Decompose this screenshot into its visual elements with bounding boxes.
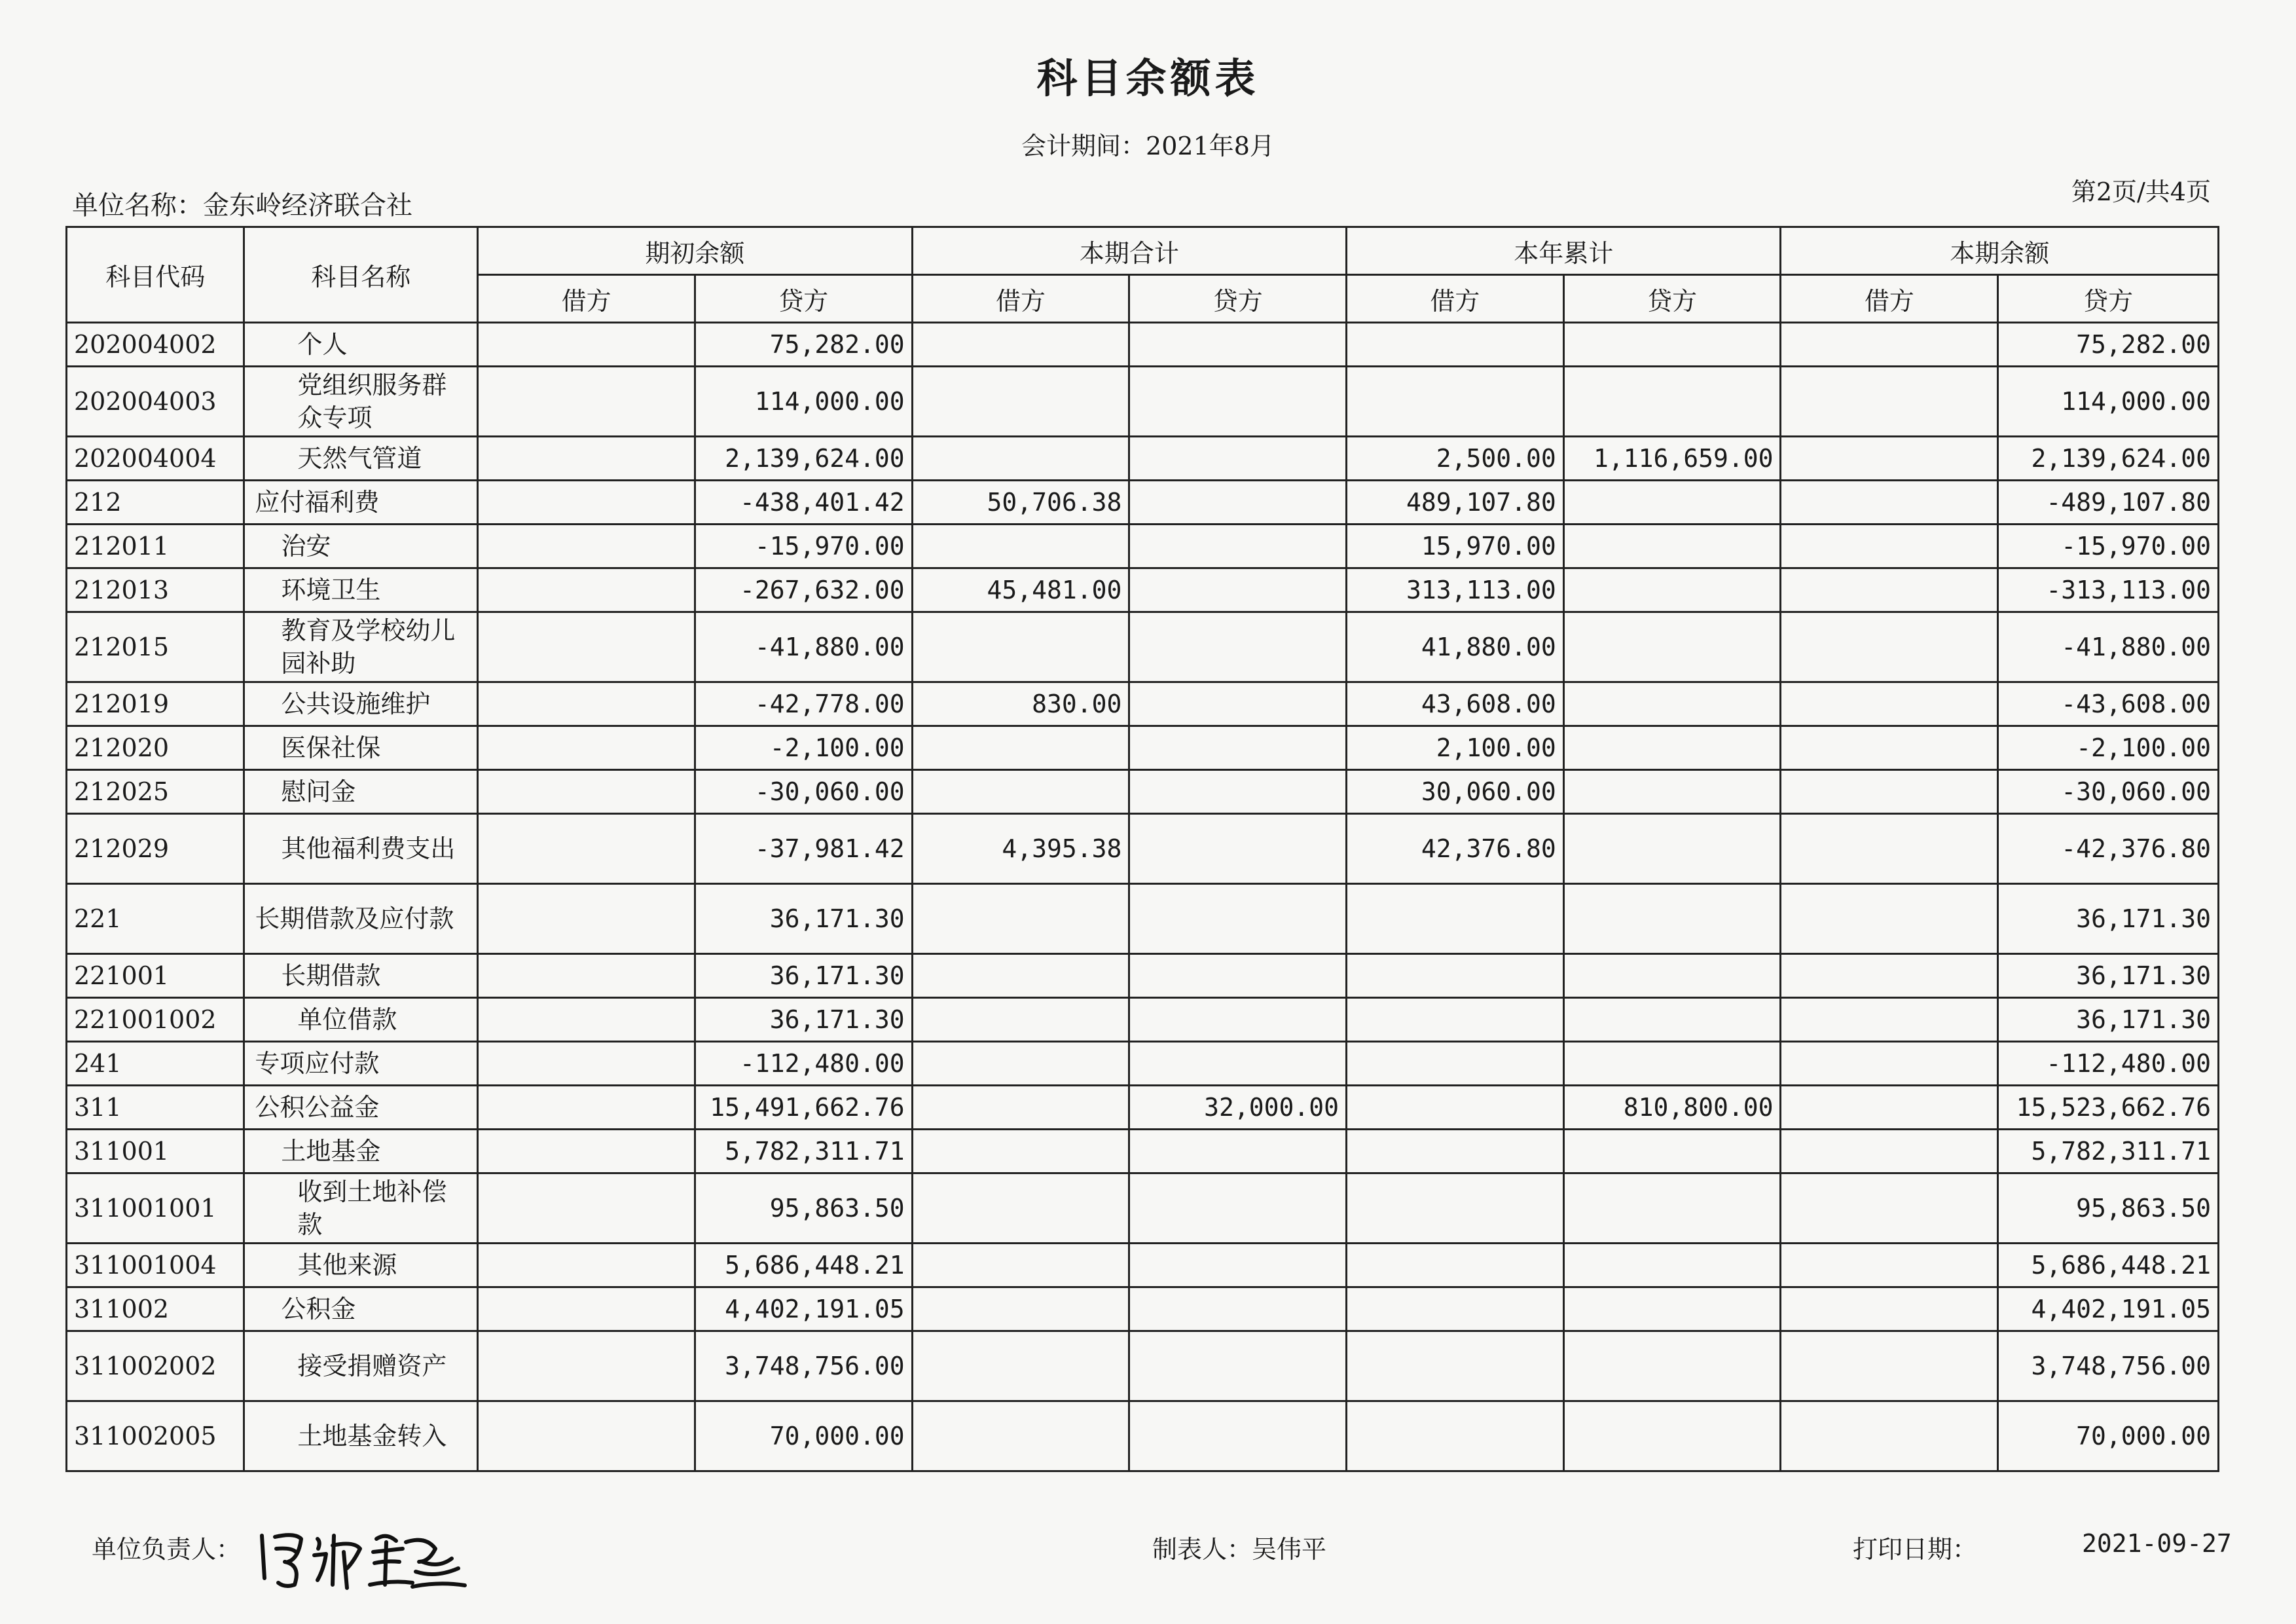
account-name: 收到土地补偿款 <box>244 1173 478 1244</box>
period-credit-cell <box>1129 323 1347 367</box>
page-number: 第2页/共4页 <box>2071 177 2211 206</box>
closing-debit-cell <box>1781 770 1998 814</box>
table-row <box>67 481 2219 525</box>
period-debit-cell <box>912 1287 1129 1331</box>
report-title: 科目余额表 <box>1036 54 1260 102</box>
account-name: 土地基金转入 <box>244 1401 478 1471</box>
closing-debit-cell <box>1781 1244 1998 1287</box>
ytd-credit-cell: 810,800.00 <box>1563 1086 1781 1130</box>
opening-credit-cell: 5,782,311.71 <box>695 1130 912 1173</box>
header-debit: 借方 <box>1781 275 1998 323</box>
closing-debit-cell <box>1781 367 1998 437</box>
period-credit-cell <box>1129 568 1347 612</box>
period-debit-cell <box>912 1401 1129 1471</box>
account-name: 接受捐赠资产 <box>244 1331 478 1401</box>
opening-debit-cell <box>478 1086 695 1130</box>
closing-debit-cell <box>1781 612 1998 682</box>
account-name: 环境卫生 <box>244 568 478 612</box>
table-row <box>67 1086 2219 1130</box>
opening-debit-cell <box>478 568 695 612</box>
account-code: 212013 <box>67 568 244 612</box>
header-credit: 贷方 <box>1563 275 1781 323</box>
opening-credit-cell: 36,171.30 <box>695 998 912 1042</box>
opening-debit-cell <box>478 1173 695 1244</box>
opening-credit-cell: 15,491,662.76 <box>695 1086 912 1130</box>
closing-debit-cell <box>1781 1401 1998 1471</box>
account-code: 202004004 <box>67 437 244 481</box>
closing-credit-cell: 5,782,311.71 <box>1998 1130 2219 1173</box>
table-row <box>67 1130 2219 1173</box>
account-code: 212015 <box>67 612 244 682</box>
accounting-period: 会计期间：2021年8月 <box>1021 132 1275 160</box>
opening-credit-cell: 5,686,448.21 <box>695 1244 912 1287</box>
ytd-credit-cell <box>1563 568 1781 612</box>
opening-credit-cell: -2,100.00 <box>695 726 912 770</box>
account-name: 天然气管道 <box>244 437 478 481</box>
ytd-credit-cell <box>1563 1287 1781 1331</box>
ytd-credit-cell <box>1563 1331 1781 1401</box>
account-name: 公积金 <box>244 1287 478 1331</box>
period-debit-cell <box>912 1244 1129 1287</box>
period-debit-cell <box>912 612 1129 682</box>
table-row <box>67 726 2219 770</box>
period-debit-cell <box>912 323 1129 367</box>
opening-credit-cell: -42,778.00 <box>695 682 912 726</box>
opening-debit-cell <box>478 814 695 884</box>
account-code: 311001004 <box>67 1244 244 1287</box>
closing-debit-cell <box>1781 481 1998 525</box>
opening-debit-cell <box>478 998 695 1042</box>
closing-credit-cell: 70,000.00 <box>1998 1401 2219 1471</box>
account-code: 202004003 <box>67 367 244 437</box>
opening-credit-cell: 75,282.00 <box>695 323 912 367</box>
closing-debit-cell <box>1781 726 1998 770</box>
ytd-credit-cell <box>1563 1244 1781 1287</box>
opening-debit-cell <box>478 525 695 568</box>
period-debit-cell <box>912 1042 1129 1086</box>
header-closing-balance: 本期余额 <box>1781 227 2219 275</box>
table-row <box>67 1287 2219 1331</box>
ytd-credit-cell <box>1563 682 1781 726</box>
account-code: 311002002 <box>67 1331 244 1401</box>
table-row <box>67 1244 2219 1287</box>
ytd-debit-cell <box>1347 1173 1564 1244</box>
period-credit-cell <box>1129 1331 1347 1401</box>
period-credit-cell <box>1129 884 1347 954</box>
header-debit: 借方 <box>478 275 695 323</box>
account-code: 221 <box>67 884 244 954</box>
opening-credit-cell: 36,171.30 <box>695 884 912 954</box>
period-debit-cell: 830.00 <box>912 682 1129 726</box>
closing-credit-cell: 15,523,662.76 <box>1998 1086 2219 1130</box>
closing-credit-cell: 95,863.50 <box>1998 1173 2219 1244</box>
table-row <box>67 884 2219 954</box>
period-debit-cell <box>912 1130 1129 1173</box>
table-row <box>67 367 2219 437</box>
period-credit-cell: 32,000.00 <box>1129 1086 1347 1130</box>
closing-debit-cell <box>1781 1130 1998 1173</box>
ytd-credit-cell <box>1563 884 1781 954</box>
account-code: 212011 <box>67 525 244 568</box>
header-opening-balance: 期初余额 <box>478 227 912 275</box>
account-code: 311001 <box>67 1130 244 1173</box>
table-row <box>67 1401 2219 1471</box>
ytd-debit-cell <box>1347 884 1564 954</box>
ytd-credit-cell <box>1563 367 1781 437</box>
header-ytd-total: 本年累计 <box>1347 227 1781 275</box>
opening-debit-cell <box>478 1331 695 1401</box>
period-credit-cell <box>1129 682 1347 726</box>
period-credit-cell <box>1129 437 1347 481</box>
closing-debit-cell <box>1781 1331 1998 1401</box>
ytd-credit-cell: 1,116,659.00 <box>1563 437 1781 481</box>
table-row <box>67 998 2219 1042</box>
closing-credit-cell: 4,402,191.05 <box>1998 1287 2219 1331</box>
period-debit-cell <box>912 525 1129 568</box>
period-debit-cell: 45,481.00 <box>912 568 1129 612</box>
closing-credit-cell: 5,686,448.21 <box>1998 1244 2219 1287</box>
opening-debit-cell <box>478 481 695 525</box>
ytd-debit-cell: 2,100.00 <box>1347 726 1564 770</box>
header-credit: 贷方 <box>695 275 912 323</box>
account-name: 党组织服务群众专项 <box>244 367 478 437</box>
ytd-debit-cell <box>1347 1287 1564 1331</box>
period-debit-cell <box>912 1173 1129 1244</box>
period-debit-cell <box>912 884 1129 954</box>
ytd-credit-cell <box>1563 612 1781 682</box>
opening-debit-cell <box>478 884 695 954</box>
table-header <box>67 227 2219 323</box>
account-name: 医保社保 <box>244 726 478 770</box>
closing-debit-cell <box>1781 437 1998 481</box>
ytd-debit-cell <box>1347 1042 1564 1086</box>
ytd-debit-cell: 489,107.80 <box>1347 481 1564 525</box>
closing-debit-cell <box>1781 323 1998 367</box>
closing-credit-cell: -43,608.00 <box>1998 682 2219 726</box>
period-credit-cell <box>1129 1130 1347 1173</box>
account-code: 212029 <box>67 814 244 884</box>
ytd-debit-cell: 43,608.00 <box>1347 682 1564 726</box>
unit-name: 单位名称：金东岭经济联合社 <box>72 191 412 221</box>
table-row <box>67 814 2219 884</box>
ytd-debit-cell <box>1347 998 1564 1042</box>
closing-credit-cell: -489,107.80 <box>1998 481 2219 525</box>
ytd-debit-cell <box>1347 1086 1564 1130</box>
ytd-credit-cell <box>1563 726 1781 770</box>
ytd-credit-cell <box>1563 1130 1781 1173</box>
closing-debit-cell <box>1781 998 1998 1042</box>
period-debit-cell <box>912 726 1129 770</box>
table-body <box>67 323 2219 1471</box>
account-name: 慰问金 <box>244 770 478 814</box>
ytd-debit-cell <box>1347 323 1564 367</box>
account-code: 221001 <box>67 954 244 998</box>
ytd-debit-cell <box>1347 1244 1564 1287</box>
account-code: 311002005 <box>67 1401 244 1471</box>
opening-debit-cell <box>478 1130 695 1173</box>
header-debit: 借方 <box>1347 275 1564 323</box>
closing-debit-cell <box>1781 1042 1998 1086</box>
ytd-credit-cell <box>1563 814 1781 884</box>
print-date-label: 打印日期： <box>1853 1535 1978 1564</box>
table-row <box>67 323 2219 367</box>
opening-debit-cell <box>478 954 695 998</box>
opening-debit-cell <box>478 323 695 367</box>
account-name: 专项应付款 <box>244 1042 478 1086</box>
ytd-debit-cell <box>1347 1331 1564 1401</box>
opening-credit-cell: -438,401.42 <box>695 481 912 525</box>
closing-credit-cell: 2,139,624.00 <box>1998 437 2219 481</box>
opening-credit-cell: 3,748,756.00 <box>695 1331 912 1401</box>
closing-debit-cell <box>1781 525 1998 568</box>
header-debit: 借方 <box>912 275 1129 323</box>
period-debit-cell: 4,395.38 <box>912 814 1129 884</box>
account-code: 212 <box>67 481 244 525</box>
closing-credit-cell: 36,171.30 <box>1998 954 2219 998</box>
table-row <box>67 437 2219 481</box>
account-code: 241 <box>67 1042 244 1086</box>
period-debit-cell <box>912 437 1129 481</box>
ytd-debit-cell: 2,500.00 <box>1347 437 1564 481</box>
ytd-credit-cell <box>1563 525 1781 568</box>
period-debit-cell <box>912 367 1129 437</box>
account-name: 长期借款及应付款 <box>244 884 478 954</box>
period-credit-cell <box>1129 770 1347 814</box>
closing-debit-cell <box>1781 884 1998 954</box>
period-credit-cell <box>1129 481 1347 525</box>
closing-credit-cell: -30,060.00 <box>1998 770 2219 814</box>
table-row <box>67 1042 2219 1086</box>
opening-credit-cell: -112,480.00 <box>695 1042 912 1086</box>
table-row <box>67 525 2219 568</box>
responsible-label: 单位负责人： <box>92 1535 242 1564</box>
account-name: 其他来源 <box>244 1244 478 1287</box>
account-name: 治安 <box>244 525 478 568</box>
closing-credit-cell: 3,748,756.00 <box>1998 1331 2219 1401</box>
ytd-debit-cell <box>1347 367 1564 437</box>
opening-credit-cell: 36,171.30 <box>695 954 912 998</box>
ytd-debit-cell <box>1347 1401 1564 1471</box>
closing-debit-cell <box>1781 814 1998 884</box>
header-credit: 贷方 <box>1129 275 1347 323</box>
closing-credit-cell: 36,171.30 <box>1998 884 2219 954</box>
ytd-credit-cell <box>1563 1401 1781 1471</box>
ytd-debit-cell: 313,113.00 <box>1347 568 1564 612</box>
closing-credit-cell: -2,100.00 <box>1998 726 2219 770</box>
ytd-debit-cell: 42,376.80 <box>1347 814 1564 884</box>
account-name: 单位借款 <box>244 998 478 1042</box>
ytd-credit-cell <box>1563 998 1781 1042</box>
period-debit-cell: 50,706.38 <box>912 481 1129 525</box>
ytd-credit-cell <box>1563 1042 1781 1086</box>
header-name: 科目名称 <box>244 227 478 323</box>
opening-credit-cell: 70,000.00 <box>695 1401 912 1471</box>
ytd-credit-cell <box>1563 1173 1781 1244</box>
opening-credit-cell: -15,970.00 <box>695 525 912 568</box>
account-code: 221001002 <box>67 998 244 1042</box>
closing-debit-cell <box>1781 1086 1998 1130</box>
closing-credit-cell: 114,000.00 <box>1998 367 2219 437</box>
header-code: 科目代码 <box>67 227 244 323</box>
opening-credit-cell: -267,632.00 <box>695 568 912 612</box>
account-name: 其他福利费支出 <box>244 814 478 884</box>
closing-credit-cell: -15,970.00 <box>1998 525 2219 568</box>
closing-debit-cell <box>1781 568 1998 612</box>
period-credit-cell <box>1129 1401 1347 1471</box>
opening-debit-cell <box>478 726 695 770</box>
opening-credit-cell: 2,139,624.00 <box>695 437 912 481</box>
header-credit: 贷方 <box>1998 275 2219 323</box>
opening-debit-cell <box>478 770 695 814</box>
account-code: 212025 <box>67 770 244 814</box>
period-credit-cell <box>1129 1042 1347 1086</box>
opening-credit-cell: 95,863.50 <box>695 1173 912 1244</box>
opening-credit-cell: -41,880.00 <box>695 612 912 682</box>
opening-debit-cell <box>478 612 695 682</box>
closing-debit-cell <box>1781 1287 1998 1331</box>
account-name: 教育及学校幼儿园补助 <box>244 612 478 682</box>
period-debit-cell <box>912 1331 1129 1401</box>
period-credit-cell <box>1129 954 1347 998</box>
closing-credit-cell: -41,880.00 <box>1998 612 2219 682</box>
opening-credit-cell: -37,981.42 <box>695 814 912 884</box>
account-code: 202004002 <box>67 323 244 367</box>
account-name: 长期借款 <box>244 954 478 998</box>
opening-debit-cell <box>478 1287 695 1331</box>
period-credit-cell <box>1129 814 1347 884</box>
period-debit-cell <box>912 1086 1129 1130</box>
opening-debit-cell <box>478 1042 695 1086</box>
account-name: 个人 <box>244 323 478 367</box>
account-name: 公积公益金 <box>244 1086 478 1130</box>
period-credit-cell <box>1129 367 1347 437</box>
opening-credit-cell: -30,060.00 <box>695 770 912 814</box>
account-code: 311002 <box>67 1287 244 1331</box>
balance-table <box>65 226 2219 1472</box>
ytd-debit-cell: 30,060.00 <box>1347 770 1564 814</box>
closing-credit-cell: 36,171.30 <box>1998 998 2219 1042</box>
signature-image <box>255 1522 471 1595</box>
account-name: 公共设施维护 <box>244 682 478 726</box>
ytd-debit-cell: 15,970.00 <box>1347 525 1564 568</box>
account-code: 212019 <box>67 682 244 726</box>
opening-credit-cell: 4,402,191.05 <box>695 1287 912 1331</box>
period-credit-cell <box>1129 612 1347 682</box>
opening-debit-cell <box>478 1244 695 1287</box>
account-code: 311 <box>67 1086 244 1130</box>
closing-debit-cell <box>1781 1173 1998 1244</box>
print-date: 2021-09-27 <box>2082 1529 2232 1558</box>
table-row <box>67 612 2219 682</box>
account-code: 311001001 <box>67 1173 244 1244</box>
period-debit-cell <box>912 770 1129 814</box>
opening-credit-cell: 114,000.00 <box>695 367 912 437</box>
account-name: 应付福利费 <box>244 481 478 525</box>
account-code: 212020 <box>67 726 244 770</box>
opening-debit-cell <box>478 437 695 481</box>
closing-credit-cell: -112,480.00 <box>1998 1042 2219 1086</box>
ytd-debit-cell <box>1347 954 1564 998</box>
ytd-debit-cell <box>1347 1130 1564 1173</box>
opening-debit-cell <box>478 682 695 726</box>
ytd-credit-cell <box>1563 770 1781 814</box>
ytd-debit-cell: 41,880.00 <box>1347 612 1564 682</box>
ytd-credit-cell <box>1563 481 1781 525</box>
period-credit-cell <box>1129 998 1347 1042</box>
closing-debit-cell <box>1781 682 1998 726</box>
closing-credit-cell: -313,113.00 <box>1998 568 2219 612</box>
table-row <box>67 682 2219 726</box>
table-row <box>67 568 2219 612</box>
ytd-credit-cell <box>1563 954 1781 998</box>
table-row <box>67 770 2219 814</box>
opening-debit-cell <box>478 1401 695 1471</box>
period-credit-cell <box>1129 1287 1347 1331</box>
period-credit-cell <box>1129 525 1347 568</box>
table-maker: 制表人：吴伟平 <box>1152 1535 1327 1564</box>
period-credit-cell <box>1129 726 1347 770</box>
account-name: 土地基金 <box>244 1130 478 1173</box>
closing-debit-cell <box>1781 954 1998 998</box>
period-debit-cell <box>912 998 1129 1042</box>
opening-debit-cell <box>478 367 695 437</box>
period-credit-cell <box>1129 1244 1347 1287</box>
closing-credit-cell: 75,282.00 <box>1998 323 2219 367</box>
table-row <box>67 1173 2219 1244</box>
ytd-credit-cell <box>1563 323 1781 367</box>
header-period-total: 本期合计 <box>912 227 1346 275</box>
table-row <box>67 954 2219 998</box>
period-debit-cell <box>912 954 1129 998</box>
table-row <box>67 1331 2219 1401</box>
period-credit-cell <box>1129 1173 1347 1244</box>
closing-credit-cell: -42,376.80 <box>1998 814 2219 884</box>
